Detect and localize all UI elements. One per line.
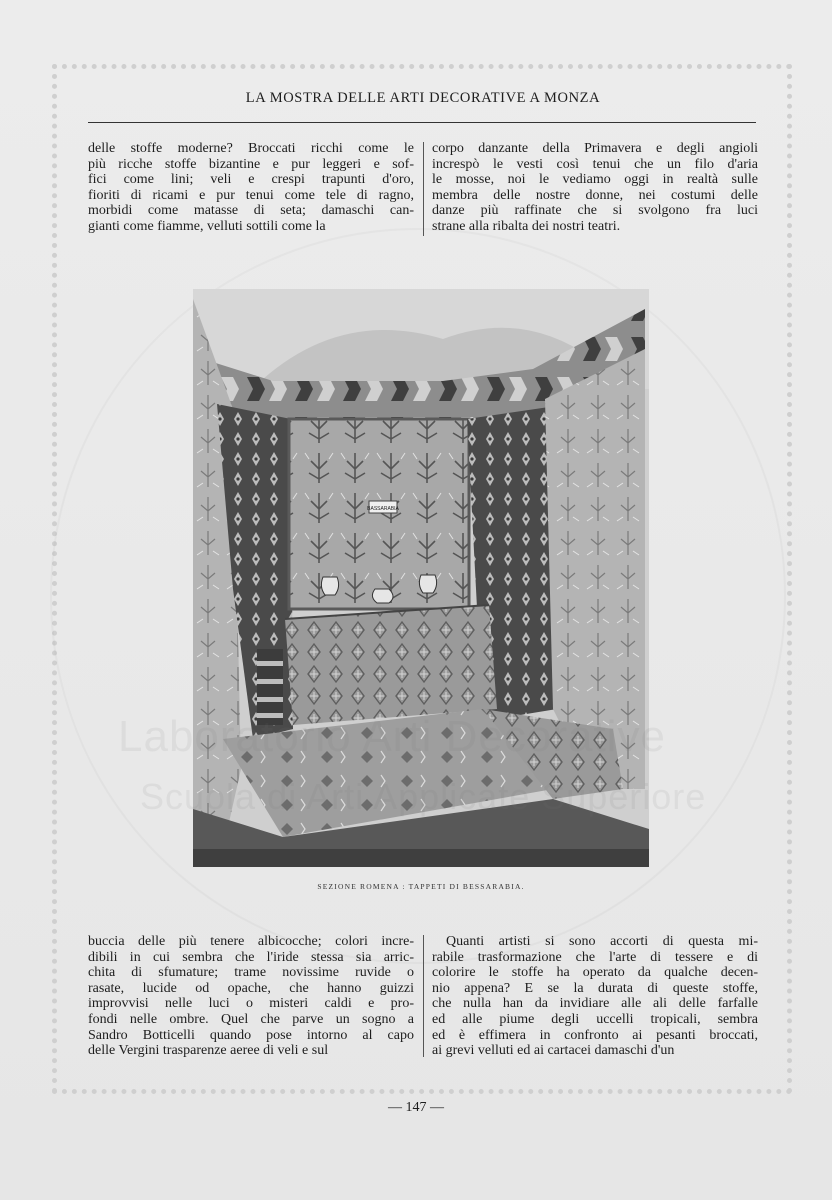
text-line: Quanti artisti si sono accorti di questa mi- <box>446 934 758 949</box>
top-left-column <box>88 141 414 235</box>
running-header: LA MOSTRA DELLE ARTI DECORATIVE A MONZA <box>245 90 601 106</box>
text-line: morbidi come matasse di seta; damaschi can- <box>88 203 414 219</box>
text-line: fioriti di ricami e pur tenui come tele di ragno, <box>88 187 414 203</box>
text-line: chita di sfumature; trame novissime ruvide o <box>88 965 414 981</box>
text-line: nio appena? E se la durata di queste stoffe, <box>432 980 758 996</box>
bottom-left-column <box>88 934 414 1059</box>
page-number: — 147 — <box>388 1100 444 1115</box>
text-line: più ricche stoffe bizantine e pur leggeri e sof- <box>88 156 414 172</box>
text-line: corpo danzante della Primavera e degli angioli <box>432 141 758 156</box>
text-line: strane alla ribalta dei nostri teatri. <box>432 218 621 234</box>
text-line: ed alle piume degli uccelli tropicali, sembra <box>432 1011 758 1027</box>
top-column-divider <box>423 142 424 236</box>
text-line: membra delle nostre donne, nei costumi delle <box>432 187 758 203</box>
header-rule <box>88 122 756 123</box>
bottom-column-divider <box>423 935 424 1057</box>
text-line: ai grevi velluti ed ai cartacei damaschi d'un <box>432 1043 675 1059</box>
text-line: fondi nelle ombre. Quel che parve un sogno a <box>88 1011 414 1027</box>
text-line: dibili in cui sembra che l'iride stessa sia arric- <box>88 949 414 965</box>
text-line: fici come lini; veli e crespi trapunti d'oro, <box>88 172 414 188</box>
text-line: increspò le vesti così tenui che un filo d'aria <box>432 156 758 172</box>
text-line: improvvisi nelle luci o misteri caldi e pro- <box>88 996 414 1012</box>
text-line: danze più raffinate che si svolgono fra luci <box>432 203 758 219</box>
photo-caption: SEZIONE ROMENA : TAPPETI DI BESSARABIA. <box>317 882 525 891</box>
watermark-line-1: Laboratorio Arti Decorative <box>118 712 666 761</box>
text-line: delle Vergini trasparenze aeree di veli e sul <box>88 1043 329 1059</box>
top-right-column <box>432 141 758 235</box>
text-line: buccia delle più tenere albicocche; colori incre- <box>88 934 414 949</box>
text-line: le mosse, noi le vediamo oggi in realtà sulle <box>432 172 758 188</box>
text-line: rasate, lucide od opache, che hanno guizzi <box>88 980 414 996</box>
watermark-line-2: Scuola di Arti Applicate Superiore <box>140 776 707 817</box>
text-line: delle stoffe moderne? Broccati ricchi come le <box>88 141 414 156</box>
bottom-right-column <box>432 934 758 1059</box>
rug-label-card: BASSARABIA <box>367 506 399 512</box>
text-line: gianti come fiamme, velluti sottili come la <box>88 218 326 234</box>
text-line: colorire le stoffe ha operato da qualche decen- <box>432 965 758 981</box>
text-line: rabile trasformazione che l'arte di tessere e di <box>432 949 758 965</box>
text-line: Sandro Botticelli quando pose intorno al capo <box>88 1027 414 1043</box>
text-line: che nulla han da invidiare alle ali delle farfalle <box>432 996 758 1012</box>
text-line: ed è effimera in confronto ai pesanti broccati, <box>432 1027 758 1043</box>
